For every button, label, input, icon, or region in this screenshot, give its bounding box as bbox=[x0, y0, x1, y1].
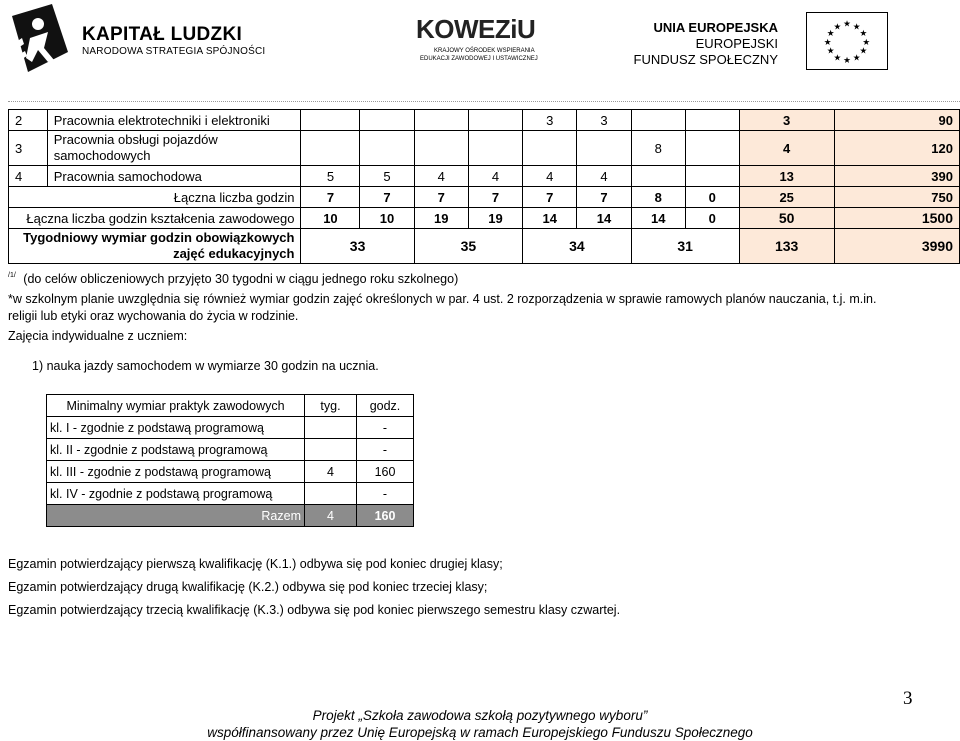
table-cell: 7 bbox=[468, 187, 522, 208]
table-cell: 7 bbox=[360, 187, 414, 208]
eu-logo bbox=[633, 8, 888, 70]
sum-hours-cell: 3990 bbox=[834, 229, 959, 264]
footnote-mark: /1/ bbox=[8, 272, 16, 279]
table-cell bbox=[523, 131, 577, 166]
svg-text:★: ★ bbox=[843, 19, 851, 30]
table-cell bbox=[631, 110, 685, 131]
table-cell: 31 bbox=[631, 229, 739, 264]
table-cell: 14 bbox=[631, 208, 685, 229]
svg-text:★: ★ bbox=[826, 29, 835, 40]
table-cell: 0 bbox=[685, 208, 739, 229]
kapital-ludzki-title: KAPITAŁ LUDZKI bbox=[82, 24, 243, 45]
table-cell: 4 bbox=[468, 166, 522, 187]
sum-weekly-cell: 4 bbox=[739, 131, 834, 166]
star-note-continued: religii lub etyki oraz wychowania do życia w rodzinie. bbox=[8, 309, 299, 323]
practice-header-label: Minimalny wymiar praktyk zawodowych bbox=[47, 395, 305, 417]
practice-row bbox=[47, 461, 414, 483]
table-cell bbox=[414, 131, 468, 166]
table-cell: 10 bbox=[301, 208, 360, 229]
table-row bbox=[9, 131, 960, 166]
sum-hours-cell: 390 bbox=[834, 166, 959, 187]
table-cell bbox=[301, 110, 360, 131]
practice-godz: 160 bbox=[357, 461, 414, 483]
practice-table bbox=[46, 394, 414, 527]
practice-total-label: Razem bbox=[47, 505, 305, 527]
table-cell bbox=[685, 166, 739, 187]
koweziu-subtitle-1: KRAJOWY OŚRODEK WSPIERANIA bbox=[434, 48, 535, 54]
table-cell bbox=[631, 166, 685, 187]
table-cell: 19 bbox=[468, 208, 522, 229]
exam-line: Egzamin potwierdzający pierwszą kwalifikację (K.1.) odbywa się pod koniec drugiej klasy; bbox=[8, 557, 503, 571]
row-number: 2 bbox=[9, 110, 48, 131]
table-cell: 4 bbox=[414, 166, 468, 187]
practice-label: kl. IV - zgodnie z podstawą programową bbox=[47, 483, 305, 505]
table-cell: 3 bbox=[523, 110, 577, 131]
svg-text:★: ★ bbox=[852, 22, 861, 33]
svg-text:★: ★ bbox=[833, 22, 842, 33]
table-cell: 19 bbox=[414, 208, 468, 229]
practice-label: kl. III - zgodnie z podstawą programową bbox=[47, 461, 305, 483]
weekly-label-line-2: zajęć edukacyjnych bbox=[173, 246, 295, 261]
table-cell bbox=[301, 131, 360, 166]
table-cell: 33 bbox=[301, 229, 414, 264]
practice-godz: - bbox=[357, 483, 414, 505]
koweziu-subtitle-2: EDUKACJI ZAWODOWEJ I USTAWICZNEJ bbox=[420, 56, 538, 62]
koweziu-name: KOWEZiU bbox=[416, 14, 536, 44]
table-cell: 5 bbox=[360, 166, 414, 187]
table-cell: 7 bbox=[523, 187, 577, 208]
kapital-ludzki-logo bbox=[8, 2, 266, 74]
svg-text:★: ★ bbox=[862, 37, 871, 48]
table-cell bbox=[414, 110, 468, 131]
svg-text:★: ★ bbox=[852, 53, 861, 64]
svg-text:★: ★ bbox=[859, 29, 868, 40]
table-cell bbox=[577, 131, 631, 166]
sum-weekly-cell: 13 bbox=[739, 166, 834, 187]
table-cell: 3 bbox=[577, 110, 631, 131]
total-vocational-label: Łączna liczba godzin kształcenia zawodowego bbox=[9, 208, 301, 229]
eu-line-2: EUROPEJSKI bbox=[695, 36, 778, 51]
table-row bbox=[9, 166, 960, 187]
eu-line-3: FUNDUSZ SPOŁECZNY bbox=[633, 52, 778, 67]
kapital-ludzki-emblem-icon bbox=[8, 2, 72, 74]
table-cell: 5 bbox=[301, 166, 360, 187]
page-number: 3 bbox=[903, 688, 913, 709]
practice-header-row bbox=[47, 395, 414, 417]
table-cell: 7 bbox=[301, 187, 360, 208]
footer-line-2: współfinansowany przez Unię Europejską w ramach Europejskiego Funduszu Społecznego bbox=[207, 725, 753, 740]
page-header bbox=[0, 0, 960, 80]
total-hours-label: Łączna liczba godzin bbox=[9, 187, 301, 208]
koweziu-logo bbox=[416, 14, 536, 70]
sum-weekly-cell: 25 bbox=[739, 187, 834, 208]
practice-godz: - bbox=[357, 439, 414, 461]
sum-hours-cell: 1500 bbox=[834, 208, 959, 229]
row-number: 3 bbox=[9, 131, 48, 166]
sum-weekly-cell: 50 bbox=[739, 208, 834, 229]
table-cell: 35 bbox=[414, 229, 523, 264]
table-cell: 14 bbox=[577, 208, 631, 229]
table-row bbox=[9, 110, 960, 131]
svg-text:★: ★ bbox=[859, 46, 868, 57]
row-number: 4 bbox=[9, 166, 48, 187]
sum-weekly-cell: 133 bbox=[739, 229, 834, 264]
svg-text:★: ★ bbox=[843, 56, 851, 67]
practice-row bbox=[47, 439, 414, 461]
eu-line-1: UNIA EUROPEJSKA bbox=[653, 20, 778, 35]
sum-weekly-cell: 3 bbox=[739, 110, 834, 131]
table-cell: 10 bbox=[360, 208, 414, 229]
practice-label: kl. I - zgodnie z podstawą programową bbox=[47, 417, 305, 439]
practice-tyg bbox=[305, 439, 357, 461]
practice-row bbox=[47, 417, 414, 439]
row-name-line-2: samochodowych bbox=[53, 148, 151, 163]
weekly-row bbox=[9, 229, 960, 264]
footnote-text: (do celów obliczeniowych przyjęto 30 tygodni w ciągu jednego roku szkolnego) bbox=[23, 272, 459, 286]
page-footer bbox=[0, 707, 960, 741]
practice-tyg: 4 bbox=[305, 461, 357, 483]
weekly-label-line-1: Tygodniowy wymiar godzin obowiązkowych bbox=[23, 230, 295, 245]
table-cell: 14 bbox=[523, 208, 577, 229]
table-cell bbox=[685, 110, 739, 131]
individual-item: 1) nauka jazdy samochodem w wymiarze 30 godzin na ucznia. bbox=[32, 359, 379, 373]
row-name: Pracownia samochodowa bbox=[47, 166, 301, 187]
practice-header-tyg: tyg. bbox=[305, 395, 357, 417]
practice-total-tyg: 4 bbox=[305, 505, 357, 527]
exam-line: Egzamin potwierdzający trzecią kwalifikację (K.3.) odbywa się pod koniec pierwszego semestru klasy czwartej. bbox=[8, 603, 621, 617]
sum-hours-cell: 120 bbox=[834, 131, 959, 166]
practice-header-godz: godz. bbox=[357, 395, 414, 417]
exam-line: Egzamin potwierdzający drugą kwalifikację (K.2.) odbywa się pod koniec trzeciej klasy; bbox=[8, 580, 488, 594]
table-cell bbox=[468, 131, 522, 166]
table-cell bbox=[685, 131, 739, 166]
footer-line-1: Projekt „Szkoła zawodowa szkołą pozytywnego wyboru” bbox=[312, 708, 648, 723]
exams-list bbox=[8, 553, 620, 622]
total-hours-row bbox=[9, 187, 960, 208]
eu-flag-icon bbox=[806, 12, 888, 70]
star-note: *w szkolnym planie uwzględnia się również wymiar godzin zajęć określonych w par. 4 ust. 2 rozporządzenia w sprawie ramowych planów nauczania, t.j. m.in. bbox=[8, 292, 877, 306]
practice-total-godz: 160 bbox=[357, 505, 414, 527]
row-name bbox=[47, 131, 301, 166]
practice-label: kl. II - zgodnie z podstawą programową bbox=[47, 439, 305, 461]
svg-text:★: ★ bbox=[833, 53, 842, 64]
table-cell: 34 bbox=[523, 229, 632, 264]
weekly-label bbox=[9, 229, 301, 264]
sum-hours-cell: 750 bbox=[834, 187, 959, 208]
table-cell: 8 bbox=[631, 187, 685, 208]
table-cell bbox=[360, 131, 414, 166]
table-cell: 8 bbox=[631, 131, 685, 166]
row-name-line-1: Pracownia obsługi pojazdów bbox=[53, 132, 218, 147]
practice-row bbox=[47, 483, 414, 505]
svg-text:★: ★ bbox=[823, 37, 832, 48]
kapital-ludzki-subtitle: NARODOWA STRATEGIA SPÓJNOŚCI bbox=[82, 46, 266, 57]
svg-text:★: ★ bbox=[826, 46, 835, 57]
individual-heading: Zajęcia indywidualne z uczniem: bbox=[8, 329, 188, 343]
footnote bbox=[8, 272, 458, 286]
table-cell bbox=[360, 110, 414, 131]
table-cell: 0 bbox=[685, 187, 739, 208]
practice-tyg bbox=[305, 417, 357, 439]
header-divider bbox=[8, 101, 960, 102]
table-cell: 4 bbox=[577, 166, 631, 187]
table-cell: 7 bbox=[414, 187, 468, 208]
row-name: Pracownia elektrotechniki i elektroniki bbox=[47, 110, 301, 131]
practice-tyg bbox=[305, 483, 357, 505]
table-cell bbox=[468, 110, 522, 131]
table-cell: 7 bbox=[577, 187, 631, 208]
table-cell: 4 bbox=[523, 166, 577, 187]
practice-total-row bbox=[47, 505, 414, 527]
sum-hours-cell: 90 bbox=[834, 110, 959, 131]
total-vocational-row bbox=[9, 208, 960, 229]
schedule-table bbox=[8, 109, 960, 264]
practice-godz: - bbox=[357, 417, 414, 439]
